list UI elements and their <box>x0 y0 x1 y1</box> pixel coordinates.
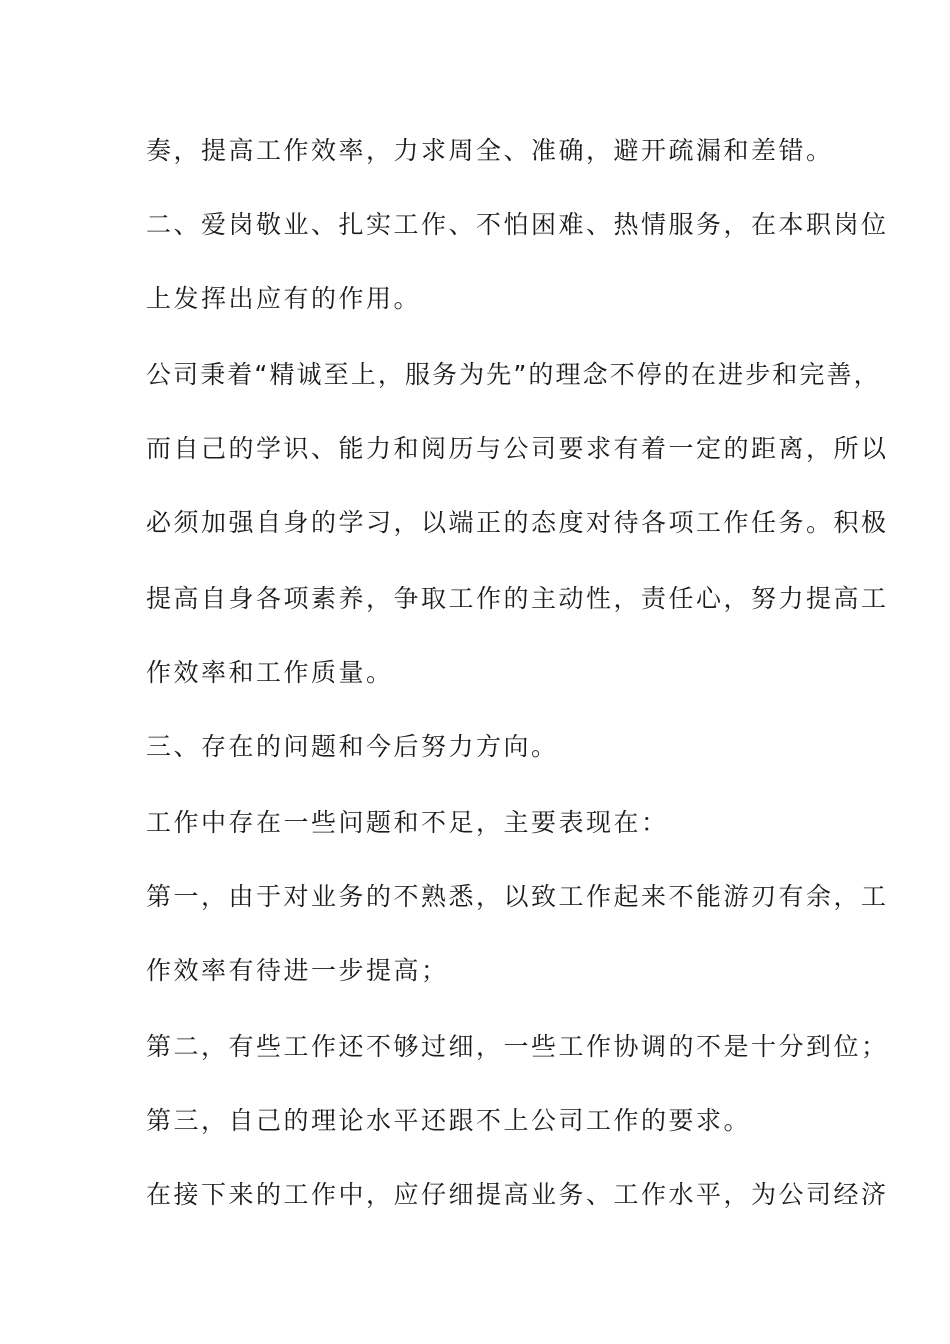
body-text-line: 第一，由于对业务的不熟悉，以致工作起来不能游刃有余，工 <box>146 882 889 911</box>
body-text-line: 第三，自己的理论水平还跟不上公司工作的要求。 <box>146 1106 752 1135</box>
body-text-line: 公司秉着“精诚至上，服务为先”的理念不停的在进步和完善， <box>146 360 881 389</box>
body-text-line: 在接下来的工作中，应仔细提高业务、工作水平，为公司经济 <box>146 1180 889 1209</box>
section-heading-2: 二、爱岗敬业、扎实工作、不怕困难、热情服务，在本职岗位 <box>146 210 889 239</box>
body-text-line: 作效率有待进一步提高； <box>146 956 449 985</box>
body-text-line: 上发挥出应有的作用。 <box>146 284 422 313</box>
body-text-line: 第二，有些工作还不够过细，一些工作协调的不是十分到位； <box>146 1032 889 1061</box>
body-text-line: 工作中存在一些问题和不足，主要表现在： <box>146 808 669 837</box>
body-text-line: 而自己的学识、能力和阅历与公司要求有着一定的距离，所以 <box>146 434 889 463</box>
body-text-line: 提高自身各项素养，争取工作的主动性，责任心，努力提高工 <box>146 584 889 613</box>
section-heading-3: 三、存在的问题和今后努力方向。 <box>146 732 559 761</box>
body-text-line: 奏，提高工作效率，力求周全、准确，避开疏漏和差错。 <box>146 136 834 165</box>
body-text-line: 作效率和工作质量。 <box>146 658 394 687</box>
body-text-line: 必须加强自身的学习，以端正的态度对待各项工作任务。积极 <box>146 508 889 537</box>
